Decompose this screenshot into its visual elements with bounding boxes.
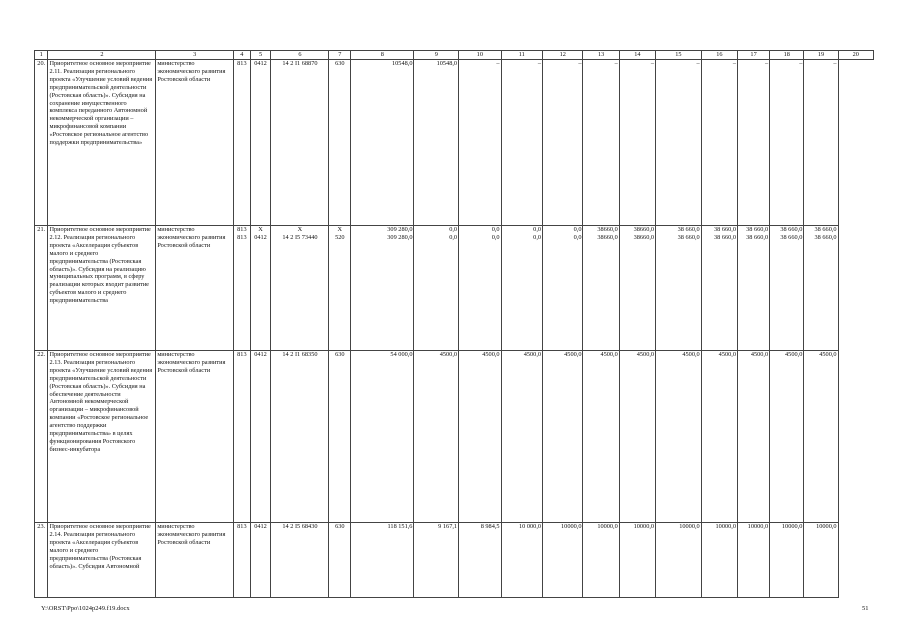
cell-value: – xyxy=(614,60,618,67)
column-number: 3 xyxy=(156,51,234,60)
cell-value: 0412 xyxy=(254,351,267,358)
cell-value: 309 280,0 xyxy=(387,226,413,233)
value-cell xyxy=(414,351,459,523)
cell-value: 813 xyxy=(237,233,247,241)
value-cell xyxy=(459,226,502,351)
value-cell xyxy=(738,60,770,226)
column-number: 17 xyxy=(738,51,770,60)
value-cell xyxy=(501,226,542,351)
value-cell xyxy=(501,523,542,598)
cell-value: 10000,0 xyxy=(679,523,700,530)
value-cell xyxy=(583,60,619,226)
value-cell xyxy=(271,351,329,523)
value-cell xyxy=(543,60,583,226)
table-row xyxy=(35,226,874,351)
cell-value: 10000,0 xyxy=(715,523,736,530)
value-cell xyxy=(543,351,583,523)
column-number: 1 xyxy=(35,51,48,60)
cell-value: 4500,0 xyxy=(636,351,655,358)
measure-description: Приоритетное основное мероприятие 2.11. Реализация регионального проекта «Улучшение условий ведения предпринимательской деятельности (Ростовская область)». Субсидия на сохранение имущественного комплекса переданного Автономной некоммерческой организации – микрофинансовой компании «Ростовское региональное агентство поддержки предпринимательства» xyxy=(48,60,156,226)
responsible-organization: министерство экономического развития Ростовской области xyxy=(156,60,234,226)
value-cell xyxy=(271,523,329,598)
column-number: 12 xyxy=(543,51,583,60)
value-cell xyxy=(234,351,251,523)
cell-value: 4500,0 xyxy=(439,351,458,358)
value-cell xyxy=(656,351,702,523)
value-cell xyxy=(414,226,459,351)
cell-value: 10000,0 xyxy=(633,523,655,530)
value-cell xyxy=(619,60,655,226)
column-number: 16 xyxy=(701,51,737,60)
value-cell xyxy=(250,226,271,351)
cell-value: 38660,0 xyxy=(597,226,618,233)
value-cell xyxy=(250,523,271,598)
cell-value: 38 660,0 xyxy=(814,226,837,233)
column-number: 5 xyxy=(250,51,271,60)
cell-value: 10000,0 xyxy=(816,523,837,530)
column-number: 6 xyxy=(271,51,329,60)
value-cell xyxy=(619,523,655,598)
budget-table xyxy=(34,50,874,598)
value-cell xyxy=(543,523,583,598)
cell-value: 38 660,0 xyxy=(746,226,769,233)
cell-value: 38 660,0 xyxy=(780,226,803,233)
value-cell xyxy=(738,226,770,351)
measure-description: Приоритетное основное мероприятие 2.12. Реализация регионального проекта «Акселерация субъектов малого и среднего предпринимательства (Ростовская область)». Субсидия на реализацию муниципальных программ, в сферу реализации которых входит развитие субъектов малого и среднего предпринимательства xyxy=(48,226,156,351)
cell-value: – xyxy=(799,60,803,67)
cell-value: 520 xyxy=(335,233,345,241)
cell-value: 38660,0 xyxy=(597,233,618,241)
cell-value: 0412 xyxy=(254,233,267,241)
measure-description: Приоритетное основное мероприятие 2.14. Реализация регионального проекта «Акселерация субъектов малого и среднего предпринимательства (Ростовская область)». Субсидия Автономной xyxy=(48,523,156,598)
value-cell xyxy=(271,226,329,351)
value-cell xyxy=(501,60,542,226)
cell-value: Х xyxy=(337,226,343,233)
cell-value: 0412 xyxy=(254,523,267,530)
column-number: 13 xyxy=(583,51,619,60)
document-path: Y:\ORST\Ppo\1024p249.f19.docx xyxy=(41,605,130,612)
row-number: 22. xyxy=(35,351,48,523)
cell-value: 38 660,0 xyxy=(746,233,769,241)
cell-value: 0,0 xyxy=(449,233,458,241)
cell-value: 4500,0 xyxy=(564,351,582,358)
cell-value: 4500,0 xyxy=(819,351,837,358)
value-cell xyxy=(804,60,838,226)
measure-description: Приоритетное основное мероприятие 2.13. Реализация регионального проекта «Улучшение условий ведения предпринимательской деятельности (Ростовская область)». Субсидия на обеспечение деятельности Автономной некоммерческой организации – микрофинансовой компании «Ростовское региональное агентство поддержки предпринимательства» в целях функционирования Ростовского бизнес-инкубатора xyxy=(48,351,156,523)
cell-value: 10548,0 xyxy=(436,60,458,67)
cell-value: 38 660,0 xyxy=(713,226,736,233)
value-cell xyxy=(804,351,838,523)
value-cell xyxy=(250,60,271,226)
table-row xyxy=(35,523,874,598)
value-cell xyxy=(351,351,414,523)
column-number: 10 xyxy=(459,51,502,60)
cell-value: – xyxy=(496,60,500,67)
cell-value: 0,0 xyxy=(533,233,542,241)
cell-value: – xyxy=(833,60,837,67)
cell-value: 10000,0 xyxy=(781,523,803,530)
cell-value: 309 280,0 xyxy=(387,233,413,241)
value-cell xyxy=(770,351,804,523)
value-cell xyxy=(804,523,838,598)
cell-value: 38 660,0 xyxy=(814,233,837,241)
cell-value: 54 000,0 xyxy=(390,351,413,358)
value-cell xyxy=(329,351,351,523)
cell-value: 0,0 xyxy=(533,226,542,233)
value-cell xyxy=(271,60,329,226)
value-cell xyxy=(583,523,619,598)
value-cell xyxy=(459,351,502,523)
value-cell xyxy=(459,523,502,598)
cell-value: 10000,0 xyxy=(597,523,618,530)
cell-value: 9 167,1 xyxy=(438,523,458,530)
cell-value: – xyxy=(764,60,769,67)
value-cell xyxy=(459,60,502,226)
column-number: 14 xyxy=(619,51,655,60)
cell-value: 813 xyxy=(237,226,247,233)
cell-value: 38 660,0 xyxy=(780,233,803,241)
cell-value: 10000,0 xyxy=(747,523,769,530)
value-cell xyxy=(250,351,271,523)
value-cell xyxy=(583,226,619,351)
cell-value: – xyxy=(732,60,736,67)
cell-value: 14 2 I5 73440 xyxy=(282,233,318,241)
cell-value: – xyxy=(578,60,582,67)
cell-value: 813 xyxy=(237,351,247,358)
column-number: 4 xyxy=(234,51,251,60)
column-number: 2 xyxy=(48,51,156,60)
value-cell xyxy=(329,226,351,351)
value-cell xyxy=(414,523,459,598)
cell-value: 630 xyxy=(335,60,345,67)
cell-value: Х xyxy=(297,226,303,233)
value-cell xyxy=(583,351,619,523)
value-cell xyxy=(770,226,804,351)
cell-value: 0,0 xyxy=(491,233,500,241)
value-cell xyxy=(234,226,251,351)
row-number: 21. xyxy=(35,226,48,351)
value-cell xyxy=(329,523,351,598)
cell-value: 4500,0 xyxy=(682,351,700,358)
cell-value: 14 2 I1 68350 xyxy=(282,351,318,358)
cell-value: 4500,0 xyxy=(718,351,736,358)
cell-value: 38 660,0 xyxy=(677,226,700,233)
cell-value: 630 xyxy=(335,523,345,530)
cell-value: 4500,0 xyxy=(600,351,618,358)
cell-value: 813 xyxy=(237,523,247,530)
cell-value: 0412 xyxy=(254,60,267,67)
cell-value: 10548,0 xyxy=(392,60,413,67)
row-number: 23. xyxy=(35,523,48,598)
value-cell xyxy=(701,60,737,226)
column-number: 9 xyxy=(414,51,459,60)
value-cell xyxy=(543,226,583,351)
value-cell xyxy=(351,226,414,351)
cell-value: 10000,0 xyxy=(561,523,582,530)
cell-value: 0,0 xyxy=(573,233,582,241)
cell-value: 4500,0 xyxy=(785,351,803,358)
table-row xyxy=(35,60,874,226)
cell-value: 4500,0 xyxy=(523,351,542,358)
cell-value: 38 660,0 xyxy=(713,233,736,241)
cell-value: 38660,0 xyxy=(633,233,655,241)
value-cell xyxy=(351,523,414,598)
responsible-organization: министерство экономического развития Ростовской области xyxy=(156,351,234,523)
cell-value: 630 xyxy=(335,351,345,358)
cell-value: 0,0 xyxy=(491,226,500,233)
column-number-row xyxy=(35,51,874,60)
cell-value: – xyxy=(650,60,655,67)
cell-value: 38 660,0 xyxy=(677,233,700,241)
column-number: 20 xyxy=(838,51,873,60)
table-row xyxy=(35,351,874,523)
cell-value: 4500,0 xyxy=(482,351,500,358)
cell-value: 14 2 I5 68430 xyxy=(282,523,318,530)
value-cell xyxy=(656,60,702,226)
cell-value: – xyxy=(537,60,542,67)
cell-value: 813 xyxy=(237,60,247,67)
row-number: 20. xyxy=(35,60,48,226)
cell-value: 14 2 I1 68870 xyxy=(282,60,318,67)
responsible-organization: министерство экономического развития Ростовской области xyxy=(156,226,234,351)
cell-value: – xyxy=(696,60,700,67)
cell-value: 10 000,0 xyxy=(519,523,542,530)
value-cell xyxy=(738,351,770,523)
value-cell xyxy=(234,60,251,226)
cell-value: 8 984,5 xyxy=(480,523,500,530)
cell-value: 0,0 xyxy=(449,226,458,233)
value-cell xyxy=(501,351,542,523)
value-cell xyxy=(770,523,804,598)
column-number: 7 xyxy=(329,51,351,60)
column-number: 11 xyxy=(501,51,542,60)
cell-value: 118 151,6 xyxy=(387,523,413,530)
page-number: 51 xyxy=(862,605,869,612)
value-cell xyxy=(619,226,655,351)
value-cell xyxy=(656,523,702,598)
value-cell xyxy=(351,60,414,226)
value-cell xyxy=(701,351,737,523)
value-cell xyxy=(770,60,804,226)
value-cell xyxy=(619,351,655,523)
responsible-organization: министерство экономического развития Ростовской области xyxy=(156,523,234,598)
value-cell xyxy=(804,226,838,351)
value-cell xyxy=(329,60,351,226)
value-cell xyxy=(414,60,459,226)
column-number: 15 xyxy=(656,51,702,60)
cell-value: 4500,0 xyxy=(750,351,769,358)
value-cell xyxy=(656,226,702,351)
cell-value: 0,0 xyxy=(573,226,582,233)
column-number: 18 xyxy=(770,51,804,60)
cell-value: Х xyxy=(258,226,263,233)
cell-value: 38660,0 xyxy=(633,226,655,233)
value-cell xyxy=(234,523,251,598)
column-number: 8 xyxy=(351,51,414,60)
column-number: 19 xyxy=(804,51,838,60)
value-cell xyxy=(701,523,737,598)
value-cell xyxy=(738,523,770,598)
value-cell xyxy=(701,226,737,351)
